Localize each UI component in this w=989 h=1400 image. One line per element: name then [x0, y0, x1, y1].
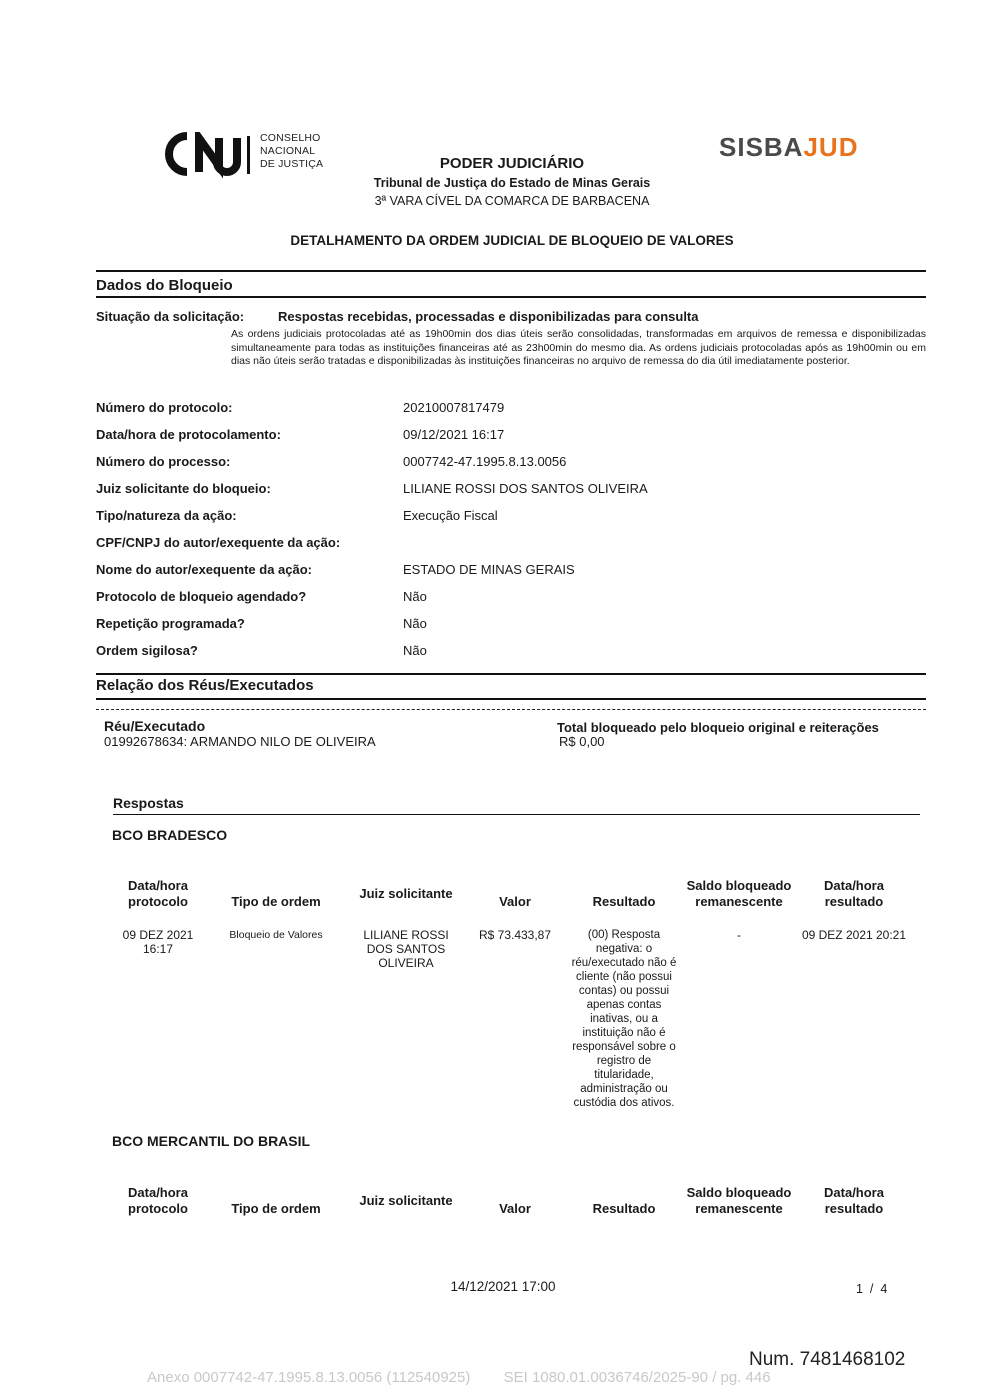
field-value: Execução Fiscal	[403, 508, 498, 523]
field-label: Tipo/natureza da ação:	[96, 508, 237, 523]
anexo-watermark: Anexo 0007742-47.1995.8.13.0056 (112540925) SEI 1080.01.0036746/2025-90 / pg. 446	[147, 1369, 771, 1386]
col-header-valor: Valor	[499, 894, 531, 909]
cnj-line-2: NACIONAL	[260, 145, 316, 157]
dashed-divider	[96, 709, 926, 710]
tribunal-name: Tribunal de Justiça do Estado de Minas Gerais	[373, 176, 651, 190]
col-header-data-protocolo: Data/hora protocolo	[128, 878, 188, 909]
col-header-juiz: Juiz solicitante	[359, 1193, 453, 1208]
document-title: DETALHAMENTO DA ORDEM JUDICIAL DE BLOQUEIO DE VALORES	[290, 233, 734, 248]
section-rule-bottom	[96, 296, 926, 298]
cell-data-protocolo: 09 DEZ 2021 16:17	[122, 928, 194, 956]
field-label: Número do protocolo:	[96, 400, 233, 415]
cell-valor: R$ 73.433,87	[478, 928, 552, 942]
cell-saldo: -	[737, 928, 741, 942]
situacao-label: Situação da solicitação:	[96, 309, 245, 324]
field-value: ESTADO DE MINAS GERAIS	[403, 562, 575, 577]
field-value: Não	[403, 589, 427, 604]
respostas-rule	[113, 814, 920, 815]
field-value: 09/12/2021 16:17	[403, 427, 505, 442]
cell-resultado: (00) Resposta negativa: o réu/executado não é cliente (não possui contas) ou possui apenas contas inativas, ou a instituição não é responsável sobre o registro de titularidade, administração ou custódia dos ativos.	[571, 929, 677, 1109]
dados-section-title: Dados do Bloqueio	[96, 277, 233, 294]
col-header-data-resultado: Data/hora resultado	[824, 1185, 884, 1216]
cell-juiz: LILIANE ROSSI DOS SANTOS OLIVEIRA	[363, 928, 449, 970]
field-label: Repetição programada?	[96, 616, 245, 631]
col-header-saldo: Saldo bloqueado remanescente	[686, 1185, 792, 1216]
total-header: Total bloqueado pelo bloqueio original e reiterações	[557, 720, 879, 735]
vara-name: 3ª VARA CÍVEL DA COMARCA DE BARBACENA	[374, 194, 650, 208]
reus-section-title: Relação dos Réus/Executados	[96, 677, 314, 694]
situacao-note: As ordens judiciais protocoladas até as 19h00min dos dias úteis serão consolidadas, transformadas em arquivos de remessa e disponibilizadas simultaneamente para todas as instituições financeiras até as 23h00min do mesmo dia. As ordens judiciais protocoladas após as 19h00min ou em dias não úteis serão tratadas e disponibilizadas às instituições financeiras no arquivo de remessa do dia útil imediatamente posterior.	[231, 328, 926, 368]
total-value: R$ 0,00	[559, 734, 605, 749]
col-header-resultado: Resultado	[592, 894, 656, 909]
col-header-juiz: Juiz solicitante	[359, 886, 453, 901]
section-rule-top	[96, 673, 926, 675]
reu-value: 01992678634: ARMANDO NILO DE OLIVEIRA	[104, 734, 376, 749]
cnj-line-1: CONSELHO	[260, 132, 321, 144]
field-value: LILIANE ROSSI DOS SANTOS OLIVEIRA	[403, 481, 648, 496]
reu-header: Réu/Executado	[104, 718, 206, 734]
bank-name: BCO BRADESCO	[112, 827, 228, 843]
sisbajud-logo: SISBAJUD	[719, 132, 859, 162]
page-number: 1 / 4	[856, 1282, 888, 1296]
col-header-resultado: Resultado	[592, 1201, 656, 1216]
col-header-data-protocolo: Data/hora protocolo	[128, 1185, 188, 1216]
field-label: Data/hora de protocolamento:	[96, 427, 281, 442]
section-rule-top	[96, 270, 926, 272]
document-number: Num. 7481468102	[749, 1349, 906, 1370]
section-rule-bottom	[96, 698, 926, 700]
col-header-tipo: Tipo de ordem	[231, 1201, 321, 1216]
col-header-tipo: Tipo de ordem	[231, 894, 321, 909]
cell-tipo: Bloqueio de Valores	[229, 929, 323, 941]
col-header-valor: Valor	[499, 1201, 531, 1216]
field-value: 0007742-47.1995.8.13.0056	[403, 454, 567, 469]
field-value: 20210007817479	[403, 400, 505, 415]
bank-name: BCO MERCANTIL DO BRASIL	[112, 1133, 311, 1149]
situacao-value: Respostas recebidas, processadas e disponibilizadas para consulta	[278, 309, 699, 324]
footer-date: 14/12/2021 17:00	[450, 1279, 556, 1294]
field-value: Não	[403, 643, 427, 658]
cell-data-resultado: 09 DEZ 2021 20:21	[801, 928, 907, 942]
field-label: Protocolo de bloqueio agendado?	[96, 589, 307, 604]
field-label: CPF/CNPJ do autor/exequente da ação:	[96, 535, 341, 550]
field-label: Ordem sigilosa?	[96, 643, 198, 658]
respostas-title: Respostas	[113, 795, 184, 811]
col-header-data-resultado: Data/hora resultado	[824, 878, 884, 909]
field-label: Nome do autor/exequente da ação:	[96, 562, 312, 577]
field-value: Não	[403, 616, 427, 631]
poder-judiciario: PODER JUDICIÁRIO	[439, 155, 585, 172]
cnj-line-3: DE JUSTIÇA	[260, 158, 324, 170]
field-label: Juiz solicitante do bloqueio:	[96, 481, 271, 496]
col-header-saldo: Saldo bloqueado remanescente	[686, 878, 792, 909]
field-label: Número do processo:	[96, 454, 231, 469]
